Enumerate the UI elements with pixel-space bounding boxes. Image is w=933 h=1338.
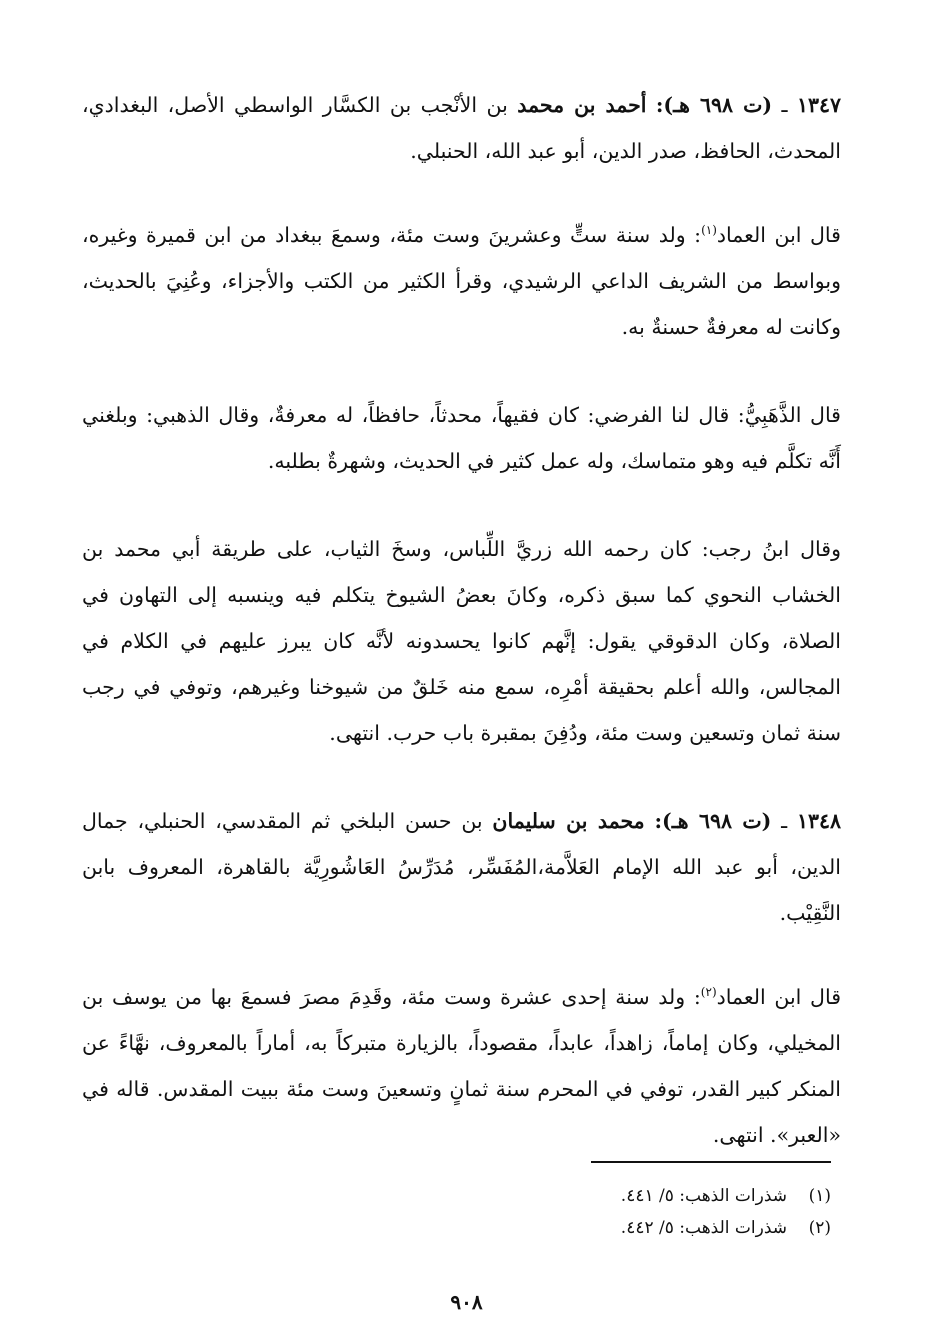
footnote-1: [311, 1180, 831, 1212]
paragraph-text: : ولد سنة ستٍّ وعشرينَ وست مئة، وسمعَ ببغداد من ابن قميرة وغيره، وبواسط من الشريف الداعي الرشيدي، وقرأ الكثير من الكتب والأجزاء، وعُنِيَ بالحديث، وكانت له معرفةٌ حسنةٌ به.: [82, 223, 841, 339]
paragraph-ibn-rajab: وقال ابنُ رجب: كان رحمه الله زريَّ اللِّباس، وسخَ الثياب، على طريقة أبي محمد بن الخشاب النحوي كما سبق ذكره، وكانَ بعضُ الشيوخ يتكلم فيه وينسبه إلى التهاون في الصلاة، وكان الدقوقي يقول: إنَّهم كانوا يحسدونه لأنَّه كان يبرز عليهم في الكلام في المجالس، والله أعلم بحقيقة أمْرِه، سمع منه خَلقٌ من شيوخنا وغيرهم، وتوفي في رجب سنة ثمان وتسعين وست مئة، ودُفِنَ بمقبرة باب حرب. انتهى.: [82, 537, 841, 745]
entry-name: محمد بن سليمان: [492, 809, 645, 833]
footnote-marker: (١): [701, 223, 717, 238]
entry-number: ١٣٤٨: [796, 809, 841, 833]
footnote-text: شذرات الذهب: ٥/ ٤٤٢.: [620, 1218, 787, 1238]
paragraph-ibn-al-imad-2: [82, 974, 841, 1158]
entry-text: بن الأنْجب بن الكسَّار الواسطي الأصل، البغدادي، المحدث، الحافظ، صدر الدين، أبو عبد الله، الحنبلي.: [82, 93, 841, 163]
footnotes: [311, 1180, 831, 1244]
footnote-2: [311, 1212, 831, 1244]
footnote-text: شذرات الذهب: ٥/ ٤٤١.: [620, 1186, 787, 1206]
footnote-separator: [591, 1161, 831, 1163]
biography-entry-1347: ١٣٤٧ ـ (ت ٦٩٨ هـ): أحمد بن محمد بن الأنْجب بن الكسَّار الواسطي الأصل، البغدادي، المحدث، الحافظ، صدر الدين، أبو عبد الله، الحنبلي.: [82, 93, 841, 163]
entry-text: بن حسن البلخي ثم المقدسي، الحنبلي، جمال الدين، أبو عبد الله الإمام العَلاَّمة،المُفَسِّر، مُدَرِّسُ العَاشُورِيَّة بالقاهرة، المعروف بابن النَّقِيْب.: [82, 809, 841, 925]
entry-name: أحمد بن محمد: [517, 93, 647, 117]
entry-death-date: (ت ٦٩٨ هـ):: [655, 93, 773, 117]
biography-entry-1348: ١٣٤٨ ـ (ت ٦٩٨ هـ): محمد بن سليمان بن حسن البلخي ثم المقدسي، الحنبلي، جمال الدين، أبو عبد الله الإمام العَلاَّمة،المُفَسِّر، مُدَرِّسُ العَاشُورِيَّة بالقاهرة، المعروف بابن النَّقِيْب.: [82, 809, 841, 925]
footnote-number: (٢): [808, 1218, 831, 1238]
paragraph-dhahabi: قال الذَّهَبِيُّ: قال لنا الفرضي: كان فقيهاً، محدثاً، حافظاً، له معرفةٌ، وقال الذهبي: وبلغني أَنَّه تكلَّم فيه وهو متماسك، وله عمل كثير في الحديث، وشهرةٌ بطلبه.: [82, 403, 841, 473]
footnote-marker: (٢): [700, 985, 717, 1000]
entry-number: ١٣٤٧: [796, 93, 841, 117]
paragraph-text: قال ابن العماد: [716, 985, 841, 1009]
entry-death-date: (ت ٦٩٨ هـ):: [654, 809, 772, 833]
paragraph-text: قال ابن العماد: [716, 223, 841, 247]
paragraph-ibn-al-imad-1: [82, 212, 841, 350]
page-number: ٩٠٨: [450, 1290, 483, 1314]
footnote-number: (١): [808, 1186, 831, 1206]
paragraph-text: : ولد سنة إحدى عشرة وست مئة، وقَدِمَ مصرَ فسمعَ بها من يوسف بن المخيلي، وكان إماماً، زاهداً، عابداً، مقصوداً، بالزيارة متبركاً به، أماراً بالمعروف، نهَّاءً عن المنكر كبير القدر، توفي في المحرم سنة ثمانٍ وتسعينَ وست مئة ببيت المقدس. قاله في «العبر». انتهى.: [82, 985, 841, 1147]
